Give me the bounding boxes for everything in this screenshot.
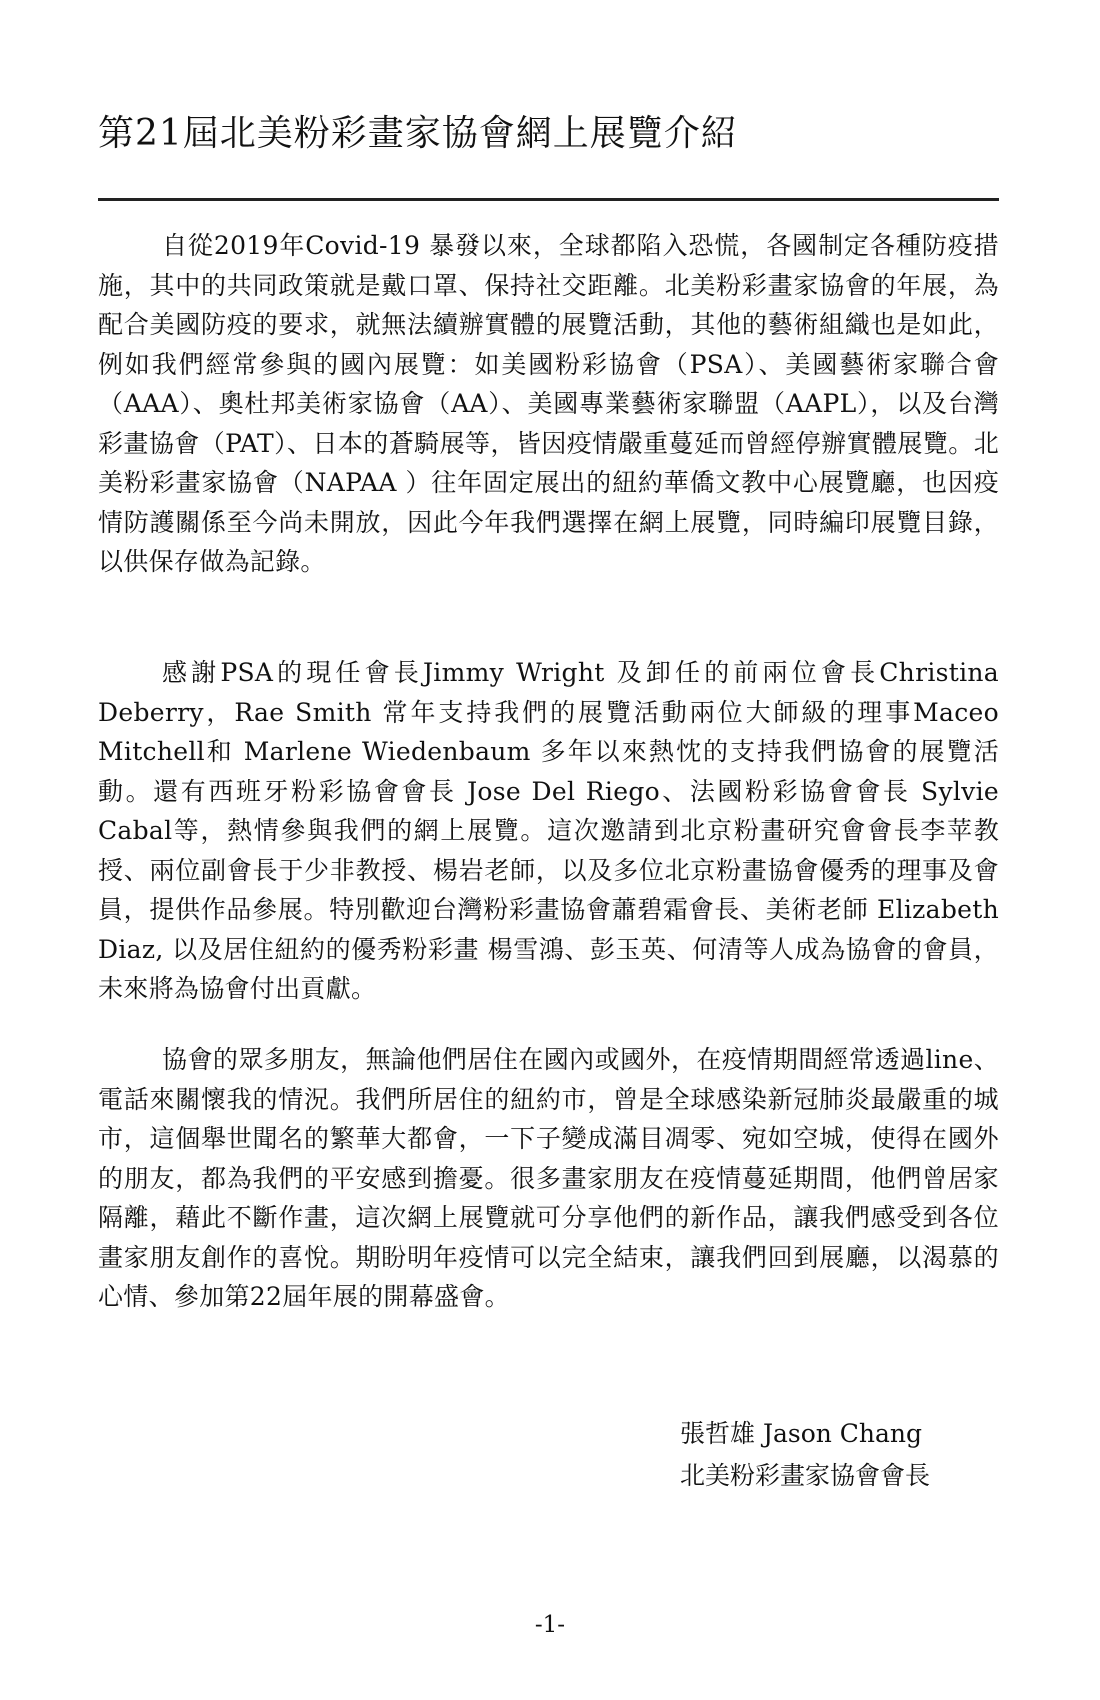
- paragraph-friends-and-hope: 協會的眾多朋友，無論他們居住在國內或國外，在疫情期間經常透過line、電話來關懷我的情況。我們所居住的紐約市，曾是全球感染新冠肺炎最嚴重的城市，這個舉世聞名的繁華大都會，一下子變成滿目凋零、宛如空城，使得在國外的朋友，都為我們的平安感到擔憂。很多畫家朋友在疫情蔓延期間，他們曾居家隔離，藉此不斷作畫，這次網上展覽就可分享他們的新作品，讓我們感受到各位畫家朋友創作的喜悅。期盼明年疫情可以完全結束，讓我們回到展廳，以渴慕的心情、參加第22屆年展的開幕盛會。: [98, 1045, 999, 1311]
- page-title: 第21屆北美粉彩畫家協會網上展覽介紹: [98, 113, 738, 154]
- paragraph-acknowledgements: 感謝PSA的現任會長Jimmy Wright 及卸任的前兩位會長Christina Deberry，Rae Smith 常年支持我們的展覽活動兩位大師級的理事Maceo Mitchell和 Marlene Wiedenbaum 多年以來熱忱的支持我們協會的展覽活動。還有西班牙粉彩協會會長 Jose Del Riego、法國粉彩協會會長 Sylvie Cabal等，熱情參與我們的網上展覽。這次邀請到北京粉畫研究會會長李苹教授、兩位副會長于少非教授、楊岩老師，以及多位北京粉畫協會優秀的理事及會員，提供作品參展。特別歡迎台灣粉彩畫協會蕭碧霜會長、美術老師 Elizabeth Diaz, 以及居住紐約的優秀粉彩畫 楊雪鴻、彭玉英、何清等人成為協會的會員，未來將為協會付出貢獻。: [98, 658, 999, 1003]
- paragraph-pandemic-impact: 自從2019年Covid-19 暴發以來，全球都陷入恐慌，各國制定各種防疫措施，其中的共同政策就是戴口罩、保持社交距離。北美粉彩畫家協會的年展，為配合美國防疫的要求，就無法續辦實體的展覽活動，其他的藝術組織也是如此，例如我們經常參與的國內展覽：如美國粉彩協會（PSA）、美國藝術家聯合會（AAA）、奧杜邦美術家協會（AA）、美國專業藝術家聯盟（AAPL），以及台灣彩畫協會（PAT）、日本的蒼騎展等，皆因疫情嚴重蔓延而曾經停辦實體展覽。北美粉彩畫家協會（NAPAA ）往年固定展出的紐約華僑文教中心展覽廳，也因疫情防護關係至今尚未開放，因此今年我們選擇在網上展覽，同時編印展覽目錄，以供保存做為記錄。: [98, 231, 999, 576]
- page-number: -1-: [534, 1612, 566, 1638]
- signature-name: 張哲雄 Jason Chang: [680, 1419, 923, 1448]
- signature-role: 北美粉彩畫家協會會長: [680, 1461, 931, 1490]
- title-divider: [98, 198, 999, 201]
